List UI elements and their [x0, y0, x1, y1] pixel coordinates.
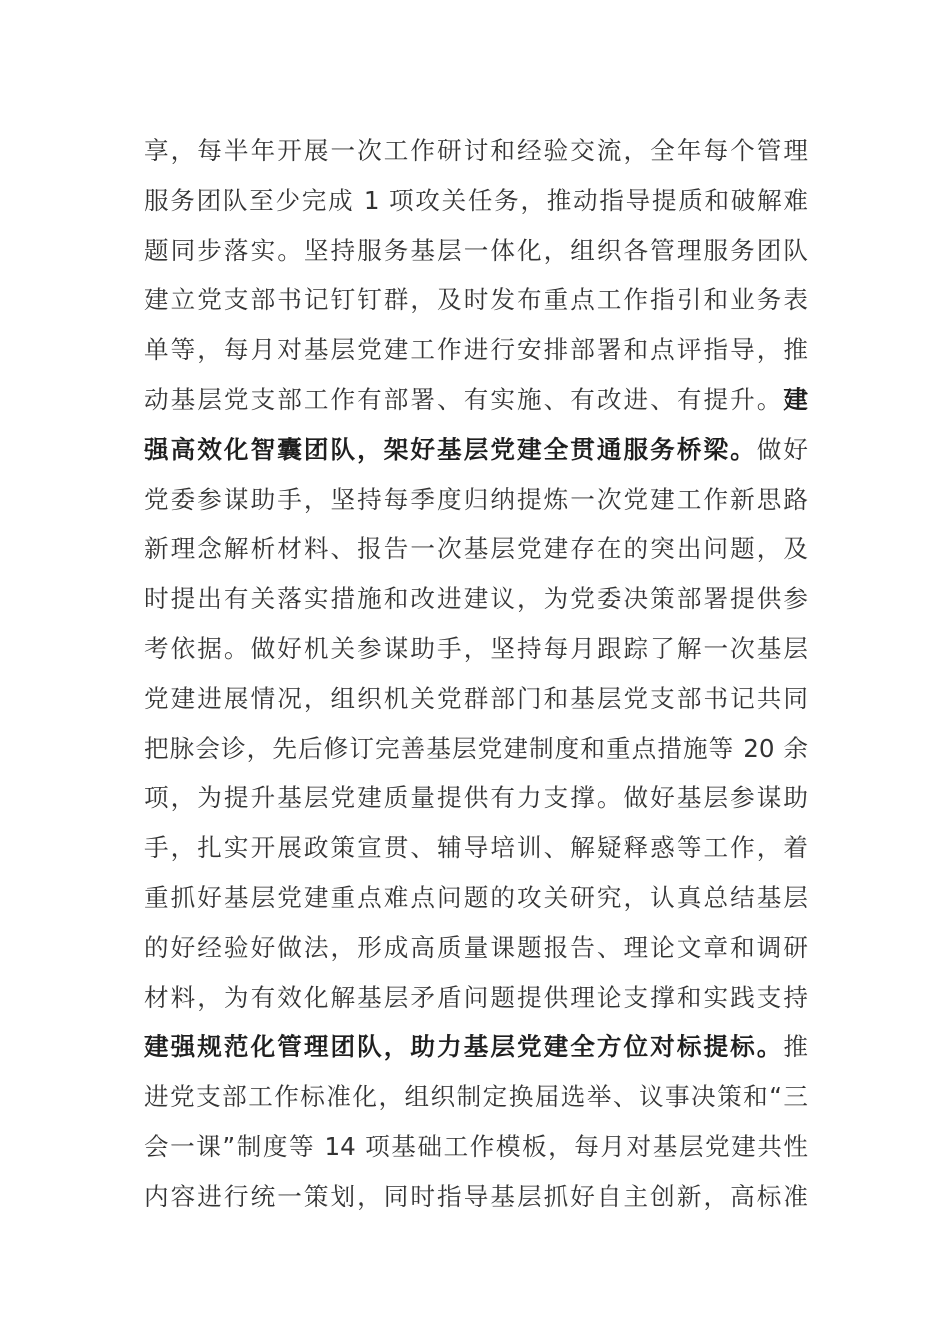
text-line [144, 823, 808, 873]
bold-heading-text: 强高效化智囊团队，架好基层党建全贯通服务桥梁。 [144, 434, 757, 464]
text-line [144, 773, 808, 823]
text-line [144, 176, 808, 226]
paragraph-text: 动基层党支部工作有部署、有实施、有改进、有提升。 [144, 384, 784, 414]
text-line [144, 475, 808, 525]
text-line [144, 873, 808, 923]
paragraph-text: 考依据。做好机关参谋助手，坚持每月跟踪了解一次基层 [144, 633, 808, 663]
text-line [144, 1172, 808, 1222]
paragraph-text: 项，为提升基层党建质量提供有力支撑。做好基层参谋助 [144, 783, 808, 813]
text-line [144, 1122, 808, 1172]
text-line [144, 574, 808, 624]
text-line [144, 674, 808, 724]
paragraph-text: 享，每半年开展一次工作研讨和经验交流，全年每个管理 [144, 136, 808, 165]
paragraph-text: 推 [783, 1032, 808, 1062]
text-line [144, 275, 808, 325]
paragraph-text: 新理念解析材料、报告一次基层党建存在的突出问题，及 [144, 534, 808, 564]
text-line [144, 126, 808, 176]
body-text [144, 126, 808, 1222]
text-line [144, 973, 808, 1023]
paragraph-text: 手，扎实开展政策宣贯、辅导培训、解疑释惑等工作，着 [144, 833, 808, 863]
text-line [144, 524, 808, 574]
text-line [144, 325, 808, 375]
paragraph-text: 题同步落实。坚持服务基层一体化，组织各管理服务团队 [144, 235, 808, 265]
bold-heading-text: 建强规范化管理团队，助力基层党建全方位对标提标。 [144, 1032, 784, 1062]
text-line [144, 226, 808, 276]
paragraph-text: 做好 [756, 434, 808, 464]
text-line [144, 624, 808, 674]
paragraph-text: 进党支部工作标准化，组织制定换届选举、议事决策和“三 [144, 1082, 808, 1112]
paragraph-text: 建立党支部书记钉钉群，及时发布重点工作指引和业务表 [144, 285, 808, 315]
paragraph-text: 的好经验好做法，形成高质量课题报告、理论文章和调研 [144, 932, 808, 962]
paragraph-text: 重抓好基层党建重点难点问题的攻关研究，认真总结基层 [144, 882, 808, 912]
paragraph-text: 党建进展情况，组织机关党群部门和基层党支部书记共同 [144, 683, 808, 713]
text-line [144, 923, 808, 973]
text-line [144, 1072, 808, 1122]
bold-heading-text: 建 [783, 384, 808, 414]
text-line [144, 375, 808, 425]
paragraph-text: 党委参谋助手，坚持每季度归纳提炼一次党建工作新思路 [144, 484, 808, 514]
paragraph-text: 单等，每月对基层党建工作进行安排部署和点评指导，推 [144, 335, 808, 365]
paragraph-text: 会一课”制度等 14 项基础工作模板，每月对基层党建共性 [144, 1131, 808, 1161]
paragraph-text: 服务团队至少完成 1 项攻关任务，推动指导提质和破解难 [144, 185, 808, 215]
paragraph-text: 内容进行统一策划，同时指导基层抓好自主创新，高标准 [144, 1181, 808, 1211]
text-line [144, 724, 808, 774]
text-line [144, 1022, 808, 1072]
paragraph-text: 材料，为有效化解基层矛盾问题提供理论支撑和实践支持 [144, 982, 808, 1012]
text-line [144, 425, 808, 475]
paragraph-text: 把脉会诊，先后修订完善基层党建制度和重点措施等 20 余 [144, 733, 808, 763]
paragraph-text: 时提出有关落实措施和改进建议，为党委决策部署提供参 [144, 584, 808, 614]
